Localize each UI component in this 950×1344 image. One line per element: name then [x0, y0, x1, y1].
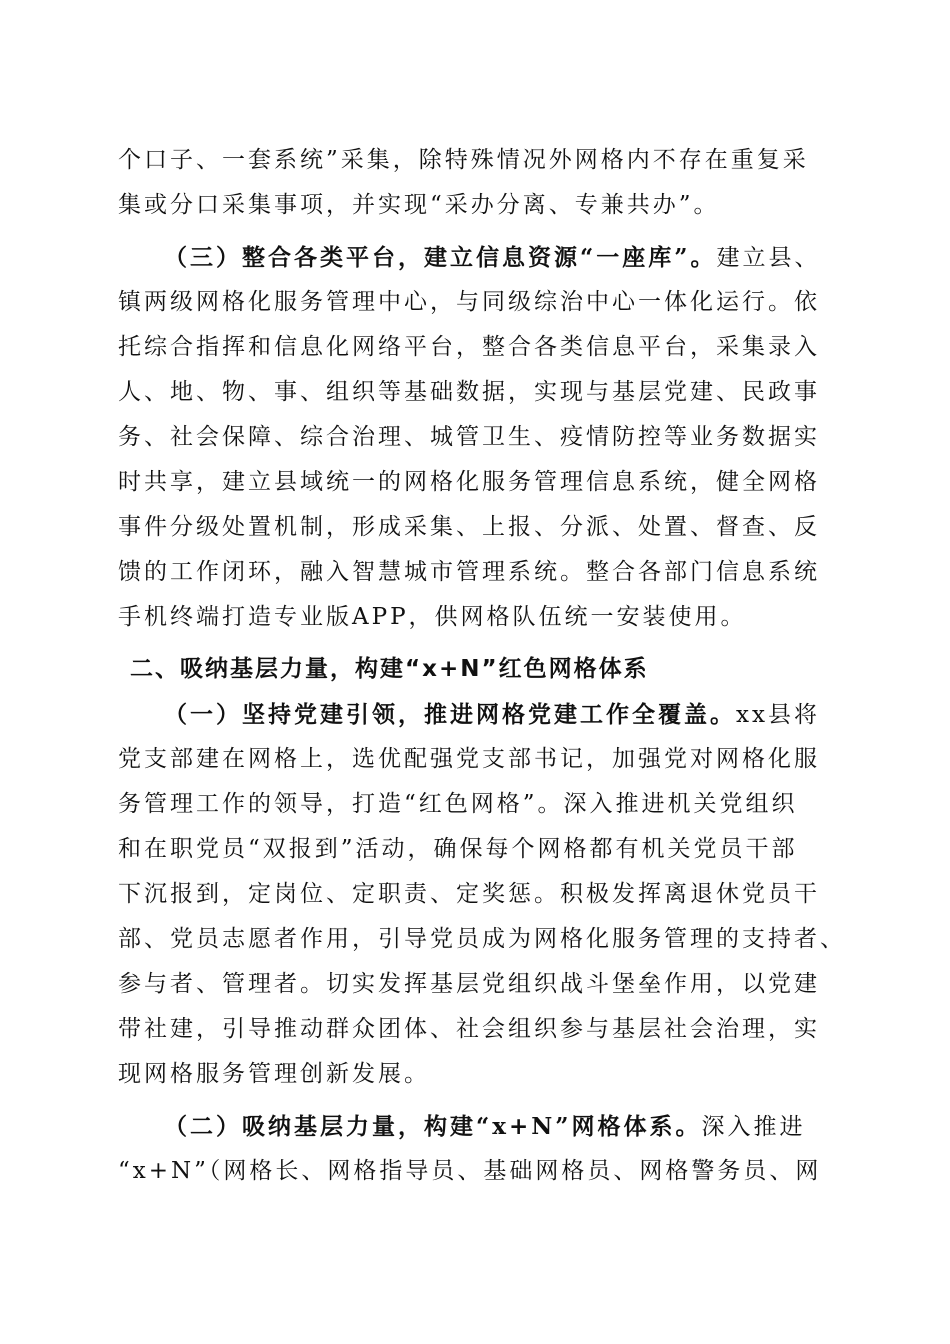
subsection-heading-line: [118, 235, 830, 280]
body-line: 手机终端打造专业版APP，供网格队伍统一安装使用。: [118, 604, 747, 630]
body-text: 建立县、: [716, 245, 821, 271]
body-text: xx县将: [736, 702, 820, 728]
body-line: “x+N”（网格长、网格指导员、基础网格员、网格警务员、网: [118, 1158, 822, 1184]
body-line: 托综合指挥和信息化网络平台，整合各类信息平台，采集录入: [118, 334, 820, 360]
body-line: 参与者、管理者。切实发挥基层党组织战斗堡垒作用，以党建: [118, 971, 820, 997]
body-line: 时共享，建立县域统一的网格化服务管理信息系统，健全网格: [118, 469, 820, 495]
body-line: 馈的工作闭环，融入智慧城市管理系统。整合各部门信息系统: [118, 559, 820, 585]
subsection-heading: （二）吸纳基层力量，构建“x+N”网格体系。: [164, 1113, 702, 1140]
body-line: 人、地、物、事、组织等基础数据，实现与基层党建、民政事: [118, 379, 820, 405]
body-line: 党支部建在网格上，选优配强党支部书记，加强党对网格化服: [118, 746, 820, 772]
body-line: 和在职党员“双报到”活动，确保每个网格都有机关党员干部: [118, 836, 798, 862]
body-line: 集或分口采集事项，并实现“采办分离、专兼共办”。: [118, 192, 720, 218]
body-line: 务管理工作的领导，打造“红色网格”。深入推进机关党组织: [118, 791, 798, 817]
body-line: 带社建，引导推动群众团体、社会组织参与基层社会治理，实: [118, 1016, 820, 1042]
subsection-heading: （三）整合各类平台，建立信息资源“一座库”。: [164, 244, 717, 271]
subsection-heading: （一）坚持党建引领，推进网格党建工作全覆盖。: [164, 701, 736, 728]
subsection-heading-line: [118, 1104, 830, 1149]
section-heading: 二、吸纳基层力量，构建“x+N”红色网格体系: [130, 656, 649, 682]
subsection-heading-line: [118, 692, 830, 737]
body-line: 镇两级网格化服务管理中心，与同级综治中心一体化运行。依: [118, 289, 820, 315]
body-line: 个口子、一套系统”采集，除特殊情况外网格内不存在重复采: [118, 147, 809, 173]
body-text: 深入推进: [701, 1114, 806, 1140]
document-body: [118, 138, 846, 1194]
body-line: 事件分级处置机制，形成采集、上报、分派、处置、督查、反: [118, 514, 820, 540]
body-line: 务、社会保障、综合治理、城管卫生、疫情防控等业务数据实: [118, 424, 820, 450]
body-line: 部、党员志愿者作用，引导党员成为网格化服务管理的支持者、: [118, 926, 846, 952]
body-line: 下沉报到，定岗位、定职责、定奖惩。积极发挥离退休党员干: [118, 881, 820, 907]
body-line: 现网格服务管理创新发展。: [118, 1061, 430, 1087]
